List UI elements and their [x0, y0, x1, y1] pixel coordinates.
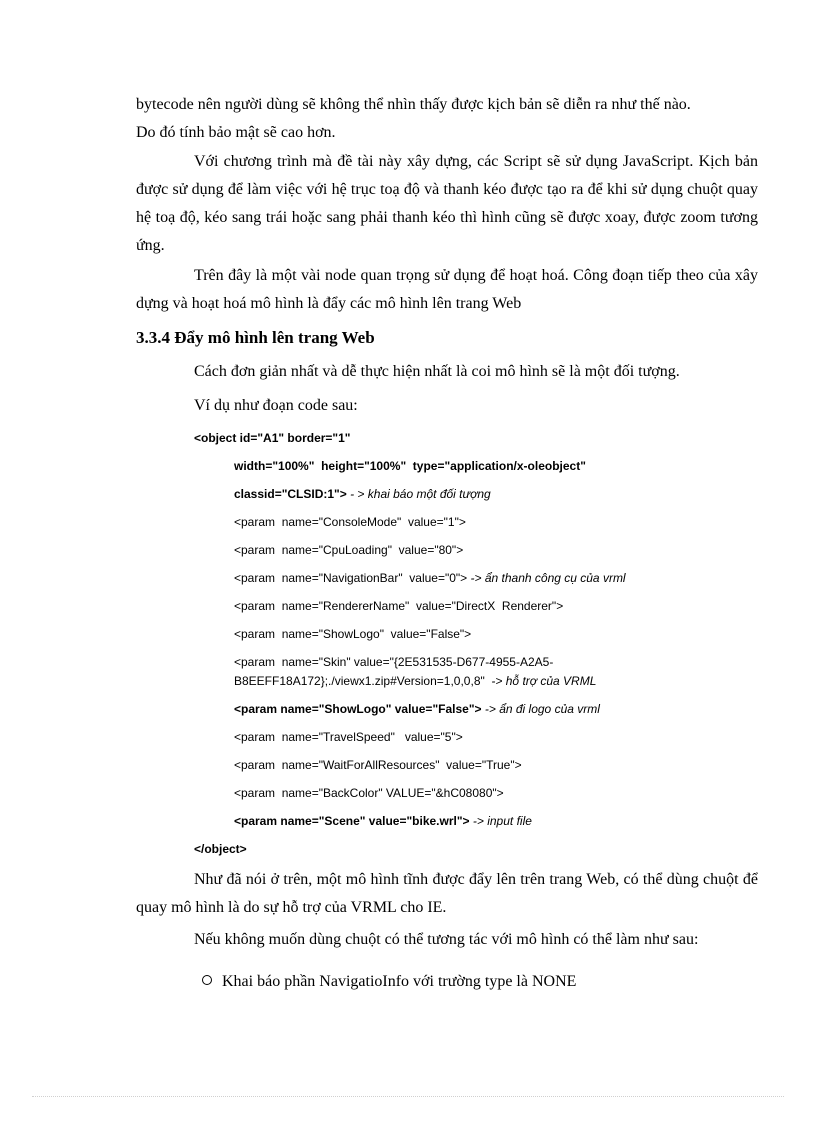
code-classid: classid="CLSID:1"> [234, 487, 347, 501]
code-line-skin-2 [234, 673, 596, 689]
code-line-show-logo: <param name="ShowLogo" value="False"> [234, 627, 472, 641]
list-item-text: Khai báo phần NavigatioInfo với trường type là NONE [222, 973, 577, 990]
code-line-wait-for-resources: <param name="WaitForAllResources" value="True"> [234, 758, 522, 772]
paragraph-5: Nếu không muốn dùng chuột có thể tương tác với mô hình có thể làm như sau: [194, 931, 699, 948]
paragraph-4: Như đã nói ở trên, một mô hình tĩnh được đẩy lên trên trang Web, có thể dùng chuột để quay mô hình là do sự hỗ trợ của VRML cho IE. [136, 871, 758, 916]
code-line-scene [234, 813, 532, 829]
code-comment-classid: - > khai báo một đối tượng [346, 487, 491, 501]
code-line-attributes: width="100%" height="100%" type="application/x-oleobject" [234, 459, 586, 473]
code-line-travel-speed: <param name="TravelSpeed" value="5"> [234, 730, 463, 744]
code-comment-scene: -> input file [469, 814, 532, 828]
code-line-object-open: <object id="A1" border="1" [194, 431, 351, 445]
code-comment-navigation-bar: -> ẩn thanh công cụ của vrml [470, 571, 626, 585]
paragraph-2: Với chương trình mà đề tài này xây dựng, các Script sẽ sử dụng JavaScript. Kịch bản được sử dụng để làm việc với hệ trục toạ độ và thanh kéo được tạo ra để khi sử dụng chuột quay hệ toạ độ, kéo sang trái hoặc sang phải thanh kéo thì hình cũng sẽ được xoay, được zoom tương ứng. [136, 153, 758, 254]
code-line-show-logo-bold [234, 701, 600, 717]
code-skin-2: B8EEFF18A172};./viewx1.zip#Version=1,0,0,8" [234, 674, 492, 688]
code-navigation-bar: <param name="NavigationBar" value="0"> [234, 571, 471, 585]
paragraph-1 [136, 91, 758, 147]
code-comment-show-logo: -> ẩn đi logo của vrml [481, 702, 600, 716]
section-heading: 3.3.4 Đẩy mô hình lên trang Web [136, 328, 375, 347]
code-line-back-color: <param name="BackColor" VALUE="&hC08080"> [234, 786, 504, 800]
code-line-cpu-loading: <param name="CpuLoading" value="80"> [234, 543, 464, 557]
code-line-renderer-name: <param name="RendererName" value="DirectX Renderer"> [234, 599, 564, 613]
paragraph-3: Trên đây là một vài node quan trọng sử dụng để hoạt hoá. Công đoạn tiếp theo của xây dựng và hoạt hoá mô hình là đẩy các mô hình lên trang Web [136, 267, 758, 312]
code-line-object-close: </object> [194, 842, 247, 856]
code-line-navigation-bar [234, 570, 626, 586]
code-line-skin-1: <param name="Skin" value="{2E531535-D677-4955-A2A5- [234, 655, 554, 669]
section-intro-2: Ví dụ như đoạn code sau: [194, 397, 358, 414]
code-line-classid [234, 486, 491, 502]
code-scene: <param name="Scene" value="bike.wrl"> [234, 814, 470, 828]
paragraph-1-line-2: Do đó tính bảo mật sẽ cao hơn. [136, 124, 336, 141]
code-comment-skin: -> hỗ trợ của VRML [491, 674, 597, 688]
code-show-logo-bold: <param name="ShowLogo" value="False"> [234, 702, 482, 716]
code-line-console-mode: <param name="ConsoleMode" value="1"> [234, 515, 466, 529]
circle-bullet-icon [202, 975, 212, 985]
list-item [202, 968, 576, 996]
section-intro-1: Cách đơn giản nhất và dễ thực hiện nhất là coi mô hình sẽ là một đối tượng. [194, 363, 680, 380]
page-divider [32, 1096, 784, 1097]
paragraph-1-line-1: bytecode nên người dùng sẽ không thể nhìn thấy được kịch bản sẽ diễn ra như thế nào. [136, 96, 691, 113]
